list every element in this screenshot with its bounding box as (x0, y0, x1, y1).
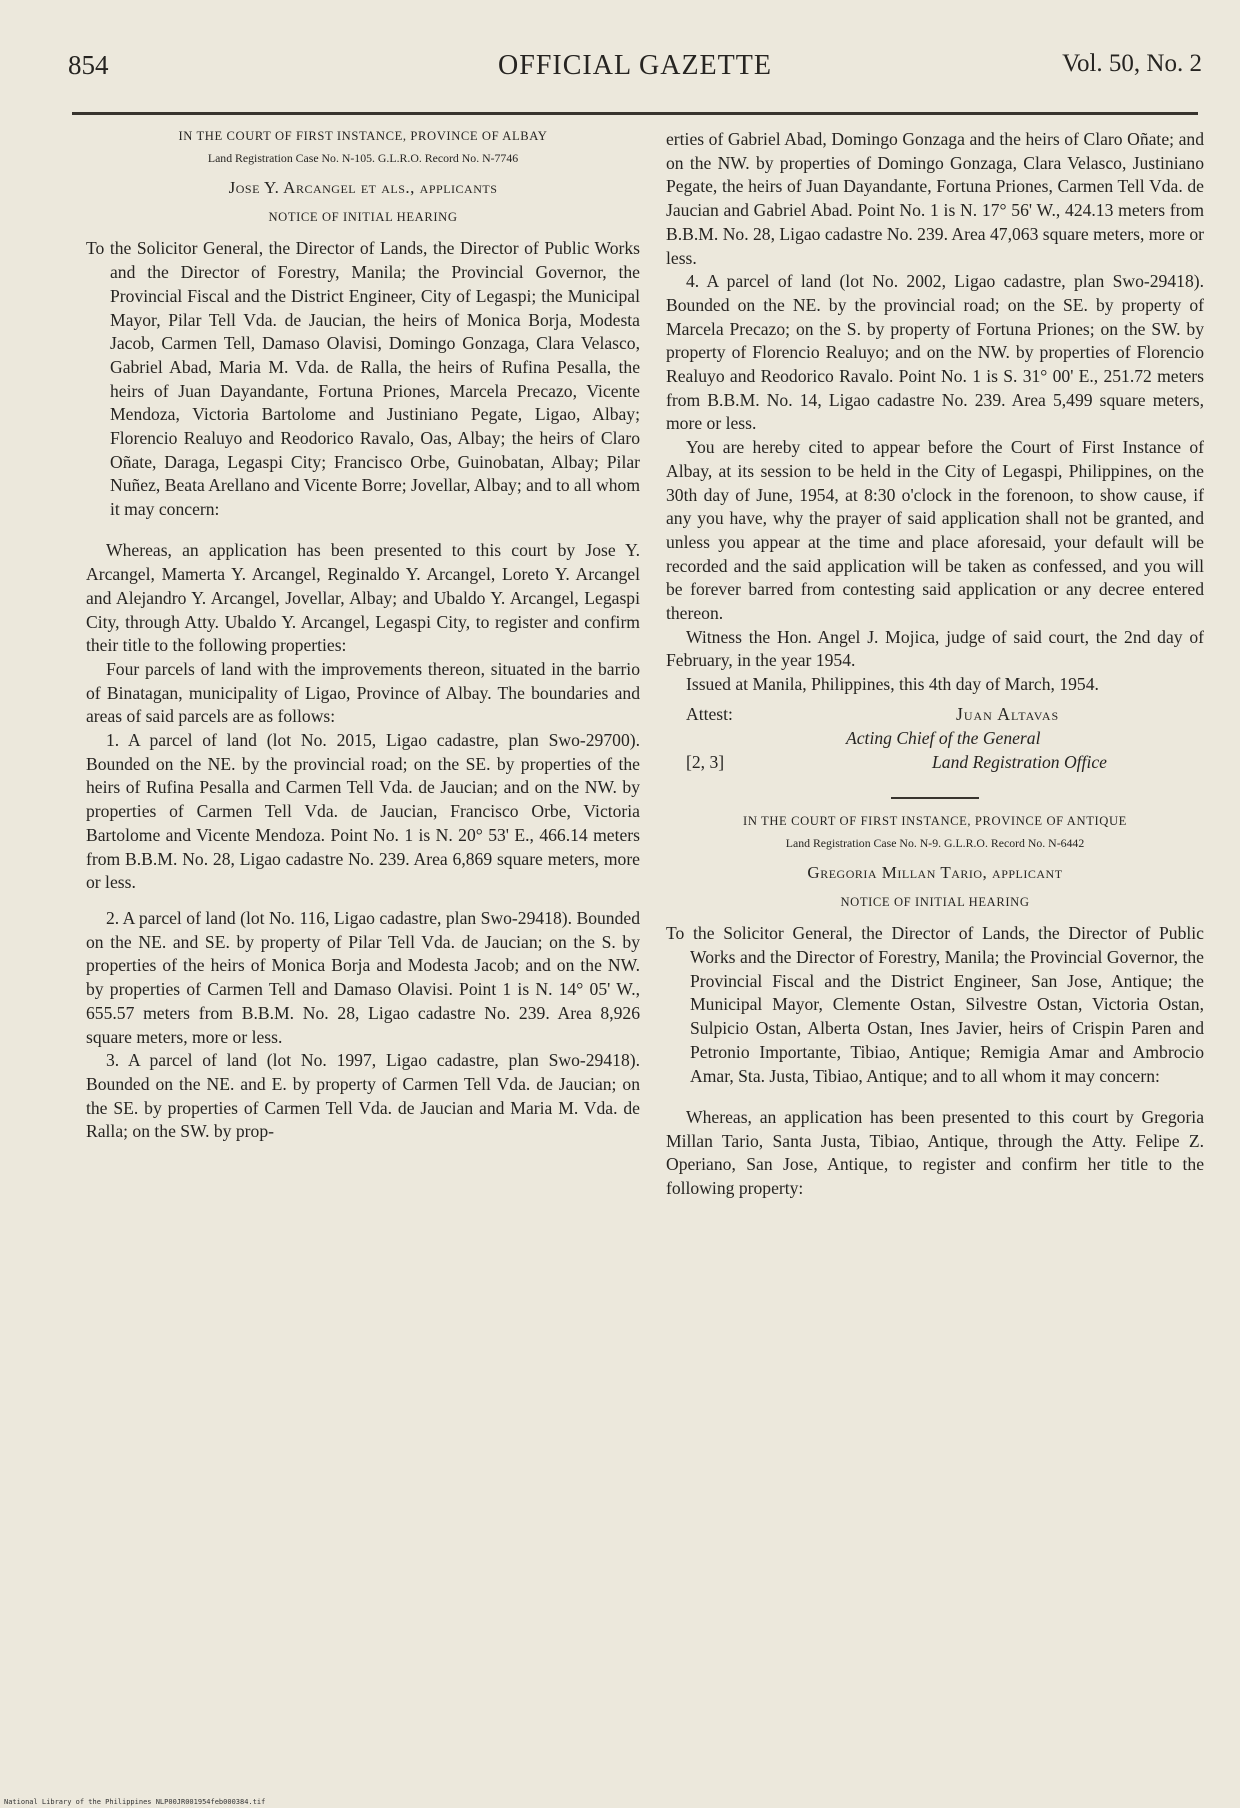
page-header (68, 50, 1202, 90)
volume-number: Vol. 50, No. 2 (1062, 50, 1202, 77)
left-column (86, 128, 640, 1144)
applicant-line-2: Gregoria Millan Tario, applicant (807, 862, 1063, 882)
parcel-1: 1. A parcel of land (lot No. 2015, Ligao cadastre, plan Swo-29700). Bounded on the NE. by the provincial road; on the SE. by properties of the heirs of Rufina Pesalla and Carmen Tell Vda. de Jaucian; and on the NW. by properties of Carmen Tell Vda. de Jaucian, Francisco Orbe, Victoria Bartolome and Vicente Mendoza. Point No. 1 is N. 20° 53' E., 466.14 meters from B.B.M. No. 28, Ligao cadastre No. 239. Area 6,869 square meters, more or less. (86, 730, 640, 893)
attest-title-line-2: Land Registration Office (932, 751, 1107, 772)
parcel-3-continued: erties of Gabriel Abad, Domingo Gonzaga and the heirs of Claro Oñate; and on the NW. by properties of Domingo Gonzaga, Clara Velasco, Justiniano Pegate, the heirs of Juan Dayandante, Fortuna Priones, Carmen Tell Vda. de Jaucian and Gabriel Abad. Point No. 1 is N. 17° 56' W., 424.13 meters from B.B.M. No. 28, Ligao cadastre No. 239. Area 47,063 square meters, more or less. (666, 129, 1204, 268)
issued-paragraph: Issued at Manila, Philippines, this 4th day of March, 1954. (686, 674, 1099, 695)
addressees-2: To the Solicitor General, the Director of Lands, the Director of Public Works and the Director of Forestry, Manila; the Provincial Governor, the Provincial Fiscal and the District Engineer, San Jose, Antique; the Municipal Mayor, Clemente Ostan, Silvestre Ostan, Victoria Ostan, Sulpicio Ostan, Alberta Ostan, Ines Javier, heirs of Crispin Paren and Petronio Importante, Tibiao, Antique; Remigia Amar and Ambrocio Amar, Sta. Justa, Tibiao, Antique; and to all whom it may concern: (666, 923, 1204, 1086)
reference-numbers: [2, 3] (686, 751, 725, 772)
right-column (666, 128, 1204, 1201)
whereas-paragraph-2: Whereas, an application has been presented to this court by Gregoria Millan Tario, Santa Justa, Tibiao, Antique, through the Atty. Felipe Z. Operiano, San Jose, Antique, to register and confirm her title to the following property: (666, 1106, 1204, 1198)
whereas-paragraph: Whereas, an application has been presented to this court by Jose Y. Arcangel, Mamerta Y. Arcangel, Reginaldo Y. Arcangel, Loreto Y. Arcangel and Alejandro Y. Arcangel, Jovellar, Albay; and Ubaldo Y. Arcangel, Legaspi City, through Atty. Ubaldo Y. Arcangel, Legaspi City, to register and confirm their title to the following properties: (86, 540, 640, 656)
court-heading-2: IN THE COURT OF FIRST INSTANCE, PROVINCE OF ANTIQUE (743, 813, 1127, 828)
addressees: To the Solicitor General, the Director of Lands, the Director of Public Works and the Director of Forestry, Manila; the Provincial Governor, the Provincial Fiscal and the District Engineer, City of Legaspi; the Municipal Mayor, Pilar Tell Vda. de Jaucian, the heirs of Monica Borja, Modesta Jacob, Carmen Tell, Damaso Olavisi, Domingo Gonzaga, Clara Velasco, Gabriel Abad, Maria M. Vda. de Ralla, the heirs of Rufina Pesalla, the heirs of Juan Dayandante, Fortuna Priones, Marcela Precazo, Vicente Mendoza, Victoria Bartolome and Justiniano Pegate, Ligao, Albay; Florencio Realuyo and Reodorico Ravalo, Oas, Albay; the heirs of Claro Oñate, Daraga, Legaspi City; Francisco Orbe, Guinobatan, Albay; Pilar Nuñez, Beata Arellano and Vicente Borre; Jovellar, Albay; and to all whom it may concern: (86, 238, 640, 520)
notice-heading: NOTICE OF INITIAL HEARING (268, 209, 458, 224)
notice-heading-2: NOTICE OF INITIAL HEARING (840, 894, 1030, 909)
court-heading: IN THE COURT OF FIRST INSTANCE, PROVINCE OF ALBAY (178, 129, 548, 143)
citation-paragraph: You are hereby cited to appear before the Court of First Instance of Albay, at its session to be held in the City of Legaspi, Philippines, on the 30th day of June, 1954, at 8:30 o'clock in the forenoon, to show cause, if any you have, why the prayer of said application shall not be granted, and unless you appear at the time and place aforesaid, your default will be recorded and the said application will be taken as confessed, and you will be forever barred from contesting said application or any decree entered thereon. (666, 437, 1204, 624)
case-number-2: Land Registration Case No. N-9. G.L.R.O. Record No. N-6442 (785, 835, 1085, 850)
attest-label: Attest: (686, 703, 733, 724)
scan-footer: National Library of the Philippines NLP00JR001954feb000384.tif (4, 1798, 266, 1806)
attest-title-line-1: Acting Chief of the General (846, 727, 1041, 748)
parcel-3: 3. A parcel of land (lot No. 1997, Ligao cadastre, plan Swo-29418). Bounded on the NE. and E. by property of Carmen Tell Vda. de Jaucian; on the SE. by properties of Carmen Tell Vda. de Jaucian and Maria M. Vda. de Ralla; on the SW. by prop- (86, 1050, 640, 1142)
attestation-block (666, 703, 1204, 779)
page-number: 854 (68, 50, 109, 80)
parcels-intro: Four parcels of land with the improvements thereon, situated in the barrio of Binatagan, municipality of Ligao, Province of Albay. The boundaries and areas of said parcels are as follows: (86, 658, 640, 727)
section-divider (891, 797, 979, 799)
parcel-2: 2. A parcel of land (lot No. 116, Ligao cadastre, plan Swo-29418). Bounded on the NE. and SE. by property of Pilar Tell Vda. de Jaucian; on the S. by properties of the heirs of Monica Borja and Modesta Jacob; and on the NW. by properties of Carmen Tell and Damaso Olavisi. Point 1 is N. 14° 05' W., 655.57 meters from B.B.M. No. 28, Ligao cadastre No. 239. Area 8,926 square meters, more or less. (86, 907, 640, 1047)
applicant-line: Jose Y. Arcangel et als., applicants (228, 178, 498, 197)
parcel-4: 4. A parcel of land (lot No. 2002, Ligao cadastre, plan Swo-29418). Bounded on the NE. by the provincial road; on the SE. by property of Marcela Precazo; on the S. by property of Fortuna Priones; on the SW. by property of Florencio Realuyo; and on the NW. by properties of Florencio Realuyo and Reodorico Ravalo. Point No. 1 is S. 31° 00' E., 251.72 meters from B.B.M. No. 14, Ligao cadastre No. 239. Area 5,499 square meters, more or less. (666, 271, 1204, 434)
attest-name: Juan Altavas (956, 703, 1060, 724)
header-rule (72, 112, 1198, 115)
case-number: Land Registration Case No. N-105. G.L.R.O. Record No. N-7746 (207, 151, 519, 165)
witness-paragraph: Witness the Hon. Angel J. Mojica, judge of said court, the 2nd day of February, in the year 1954. (666, 626, 1204, 671)
publication-title: OFFICIAL GAZETTE (498, 50, 772, 81)
